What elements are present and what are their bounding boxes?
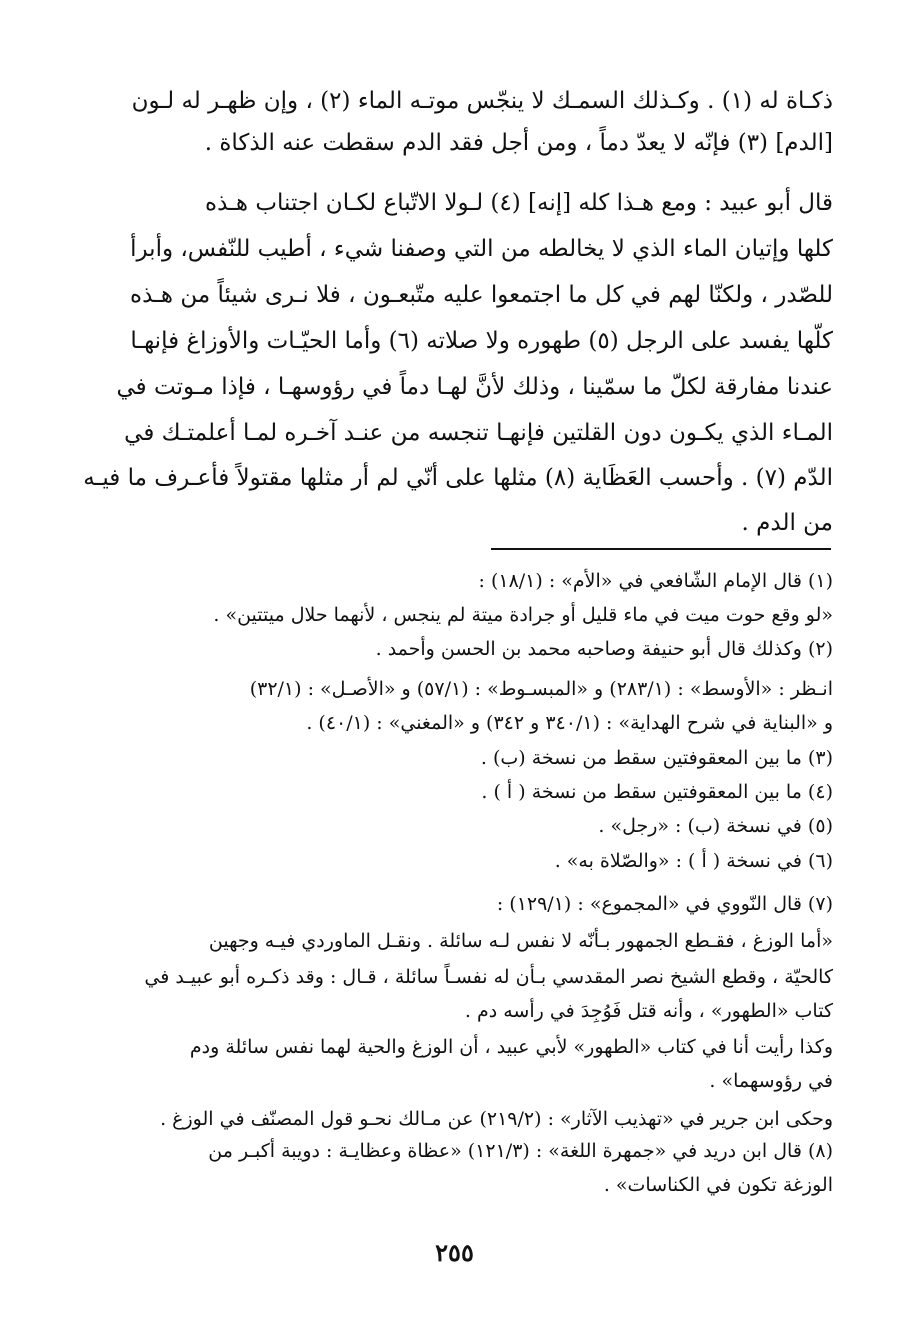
- footnote-line-10: (٧) قال النّووي في «المجموع» : (١٢٩/١) :: [496, 893, 833, 915]
- main-text-line-1: ذكـاة له (١) . وكـذلك السمـك لا ينجّس موتـه الماء (٢) ، وإن ظهـر له لـون: [131, 88, 833, 114]
- footnote-line-4: انـظر : «الأوسط» : (٢٨٣/١) و «المبسـوط» : (٥٧/١) و «الأصـل» : (٣٢/١): [249, 678, 833, 700]
- main-text-line-3: قال أبو عبيد : ومع هـذا كله [إنه] (٤) لـولا الاتّباع لكـان اجتناب هـذه: [205, 190, 833, 216]
- main-text-line-5: للصّدر ، ولكنّا لهم في كل ما اجتمعوا عليه متّبعـون ، فلا نـرى شيئاً من هـذه: [130, 282, 833, 308]
- footnote-line-9: (٦) في نسخة ( أ ) : «والصّلاة به» .: [554, 850, 833, 872]
- footnote-line-2: «لو وقع حوت ميت في ماء قليل أو جرادة ميتة لم ينجس ، لأنهما حلال ميتتين» .: [213, 604, 833, 626]
- main-text-line-8: المـاء الذي يكـون دون القلتين فإنهـا تنجسه من عنـد آخـره لمـا أعلمتـك في: [124, 420, 833, 446]
- footnote-line-13: كتاب «الطهور» ، وأنه قتل فَوُجِدَ في رأسه دم .: [464, 1000, 833, 1022]
- main-text-line-9: الدّم (٧) . وأحسب العَظَاية (٨) مثلها على أنّي لم أر مثلها مقتولاً فأعـرف ما فيـه: [83, 465, 833, 491]
- page-number: ٢٥٥: [435, 1238, 474, 1267]
- footnote-line-15: في رؤوسهما» .: [709, 1070, 833, 1092]
- footnote-line-6: (٣) ما بين المعقوفتين سقط من نسخة (ب) .: [480, 747, 833, 769]
- main-text-line-4: كلها وإتيان الماء الذي لا يخالطه من التي وصفنا شيء ، أطيب للنّفس، وأبرأ: [130, 236, 833, 262]
- main-text-line-2: [الدم] (٣) فإنّه لا يعدّ دماً ، ومن أجل فقد الدم سقطت عنه الذكاة .: [204, 130, 833, 156]
- footnote-line-1: (١) قال الإمام الشّافعي في «الأم» : (١٨/١) :: [478, 570, 833, 592]
- footnote-line-7: (٤) ما بين المعقوفتين سقط من نسخة ( أ ) .: [481, 781, 833, 803]
- footnote-line-3: (٢) وكذلك قال أبو حنيفة وصاحبه محمد بن الحسن وأحمد .: [375, 638, 833, 660]
- footnote-line-8: (٥) في نسخة (ب) : «رجل» .: [598, 815, 833, 837]
- footnote-line-11: «أما الوزغ ، فقـطع الجمهور بـأنّه لا نفس لـه سائلة . ونقـل الماوردي فيـه وجهين: [208, 930, 833, 952]
- footnote-line-14: وكذا رأيت أنا في كتاب «الطهور» لأبي عبيد ، أن الوزغ والحية لهما نفس سائلة ودم: [189, 1036, 833, 1058]
- footnote-line-16: وحكى ابن جرير في «تهذيب الآثار» : (٢١٩/٢) عن مـالك نحـو قول المصنّف في الوزغ .: [160, 1108, 833, 1130]
- main-text-line-6: كلّها يفسد على الرجل (٥) طهوره ولا صلاته (٦) وأما الحيّـات والأوزاغ فإنهـا: [130, 328, 833, 354]
- footnote-line-18: الوزغة تكون في الكناسات» .: [603, 1174, 833, 1196]
- main-text-line-10: من الدم .: [741, 510, 833, 536]
- footnote-line-17: (٨) قال ابن دريد في «جمهرة اللغة» : (١٢١/٣) «عظاة وعظايـة : دويبة أكبـر من: [208, 1140, 833, 1162]
- footnote-line-12: كالحيّة ، وقطع الشيخ نصر المقدسي بـأن له نفسـاً سائلة ، قـال : وقد ذكـره أبو عبيـد في: [144, 966, 833, 988]
- footnote-line-5: و «البناية في شرح الهداية» : (٣٤٠/١ و ٣٤٢) و «المغني» : (٤٠/١) .: [306, 712, 833, 734]
- footnote-separator: [491, 548, 831, 550]
- main-text-line-7: عندنا مفارقة لكلّ ما سمّينا ، وذلك لأنَّ لهـا دماً في رؤوسهـا ، فإذا مـوتت في: [116, 374, 833, 400]
